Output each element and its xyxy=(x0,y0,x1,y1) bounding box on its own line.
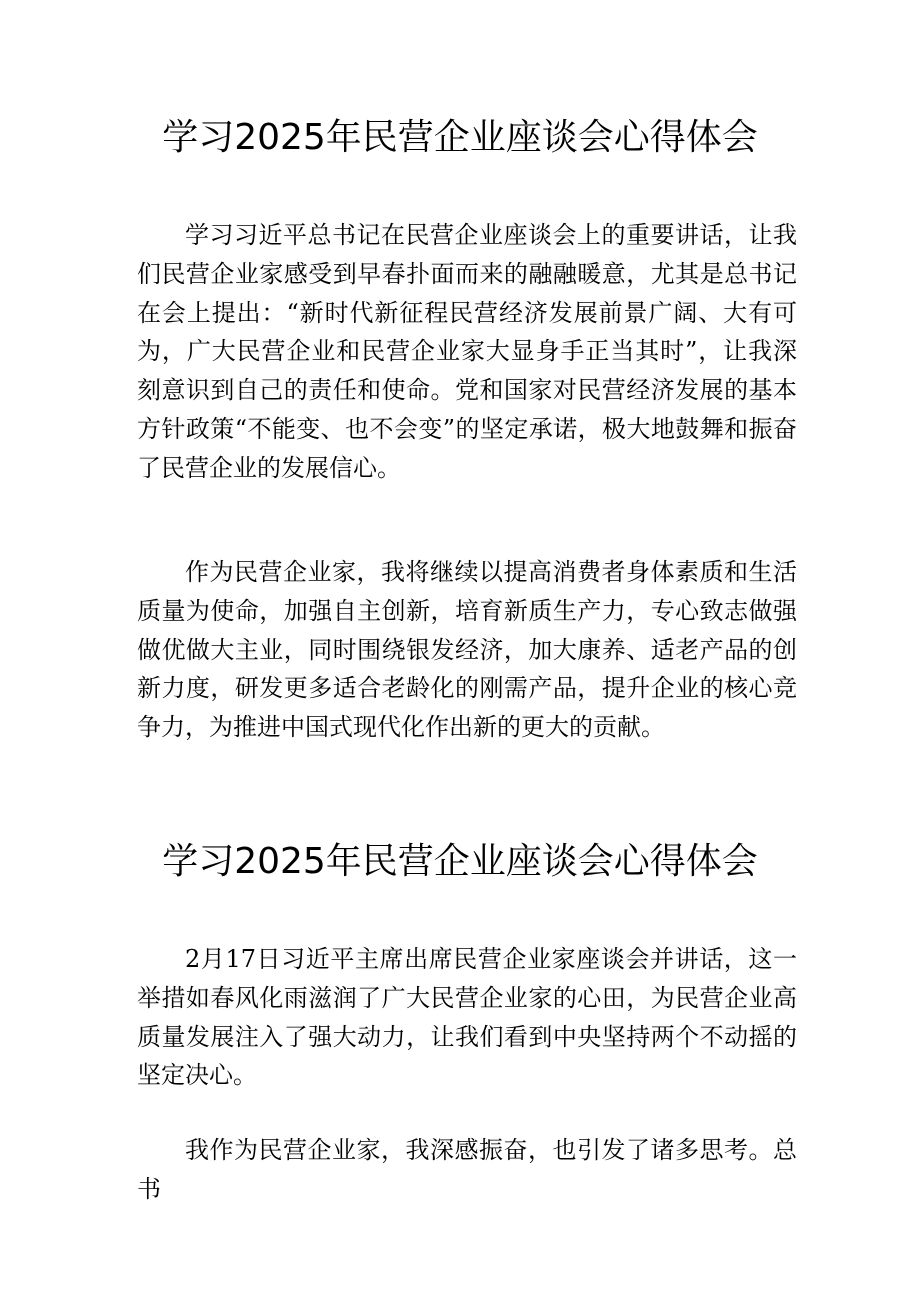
section-1-paragraph-2: 作为民营企业家，我将继续以提高消费者身体素质和生活质量为使命，加强自主创新，培育新质生产力，专心致志做强做优做大主业，同时围绕银发经济，加大康养、适老产品的创新力度，研发更多适合老龄化的刚需产品，提升企业的核心竞争力，为推进中国式现代化作出新的更大的贡献。 xyxy=(137,558,797,742)
section-1-title: 学习2025年民营企业座谈会心得体会 xyxy=(162,117,758,158)
section-2-paragraph-2: 我作为民营企业家，我深感振奋，也引发了诸多思考。总书 xyxy=(137,1136,797,1203)
section-2-paragraph-1: 2月17日习近平主席出席民营企业家座谈会并讲话，这一举措如春风化雨滋润了广大民营企业家的心田，为民营企业高质量发展注入了强大动力，让我们看到中央坚持两个不动摇的坚定决心。 xyxy=(137,945,797,1090)
section-1-paragraph-1: 学习习近平总书记在民营企业座谈会上的重要讲话，让我们民营企业家感受到早春扑面而来的融融暖意，尤其是总书记在会上提出：“新时代新征程民营经济发展前景广阔、大有可为，广大民营企业和民营企业家大显身手正当其时”，让我深刻意识到自己的责任和使命。党和国家对民营经济发展的基本方针政策“不能变、也不会变”的坚定承诺，极大地鼓舞和振奋了民营企业的发展信心。 xyxy=(137,221,797,482)
section-2-title: 学习2025年民营企业座谈会心得体会 xyxy=(162,841,758,882)
